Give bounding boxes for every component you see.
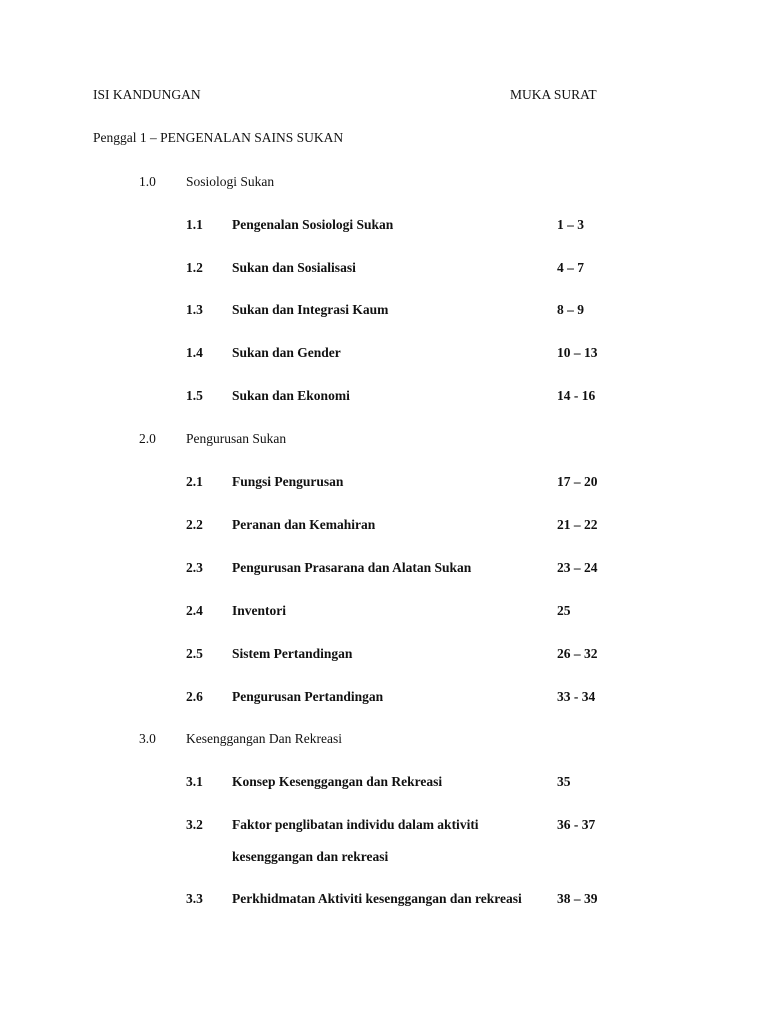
item-pages: 25	[557, 603, 571, 618]
item-title: Sukan dan Integrasi Kaum	[232, 302, 389, 317]
item-pages: 1 – 3	[557, 217, 584, 232]
section-number: 1.0	[139, 174, 156, 189]
item-number: 2.3	[186, 560, 203, 575]
item-pages: 35	[557, 774, 571, 789]
page-column-heading: MUKA SURAT	[510, 87, 597, 102]
item-title: Peranan dan Kemahiran	[232, 517, 376, 532]
section-title: Sosiologi Sukan	[186, 174, 275, 189]
item-pages: 23 – 24	[557, 560, 598, 575]
item-title: Pengurusan Pertandingan	[232, 689, 384, 704]
contents-heading: ISI KANDUNGAN	[93, 87, 201, 102]
item-title: Sukan dan Ekonomi	[232, 388, 350, 403]
item-title: Pengenalan Sosiologi Sukan	[232, 217, 394, 232]
section-number: 2.0	[139, 431, 156, 446]
item-pages: 14 - 16	[557, 388, 596, 403]
item-title: Pengurusan Prasarana dan Alatan Sukan	[232, 560, 472, 575]
section-number: 3.0	[139, 731, 156, 746]
item-title: Sukan dan Sosialisasi	[232, 260, 356, 275]
item-number: 3.3	[186, 891, 203, 906]
item-pages: 8 – 9	[557, 302, 584, 317]
item-pages: 38 – 39	[557, 891, 598, 906]
item-number: 3.2	[186, 817, 203, 832]
item-title: Konsep Kesenggangan dan Rekreasi	[232, 774, 443, 789]
part-title: Penggal 1 – PENGENALAN SAINS SUKAN	[93, 130, 344, 145]
item-title: Inventori	[232, 603, 286, 618]
item-pages: 36 - 37	[557, 817, 596, 832]
item-pages: 21 – 22	[557, 517, 598, 532]
item-number: 1.4	[186, 345, 203, 360]
item-number: 1.2	[186, 260, 203, 275]
item-title-continuation: kesenggangan dan rekreasi	[232, 849, 389, 864]
item-title: Perkhidmatan Aktiviti kesenggangan dan rekreasi	[232, 891, 522, 906]
item-title: Sukan dan Gender	[232, 345, 341, 360]
item-number: 3.1	[186, 774, 203, 789]
section-title: Pengurusan Sukan	[186, 431, 287, 446]
item-number: 2.6	[186, 689, 203, 704]
item-number: 2.2	[186, 517, 203, 532]
item-number: 1.3	[186, 302, 203, 317]
item-number: 2.4	[186, 603, 203, 618]
item-pages: 26 – 32	[557, 646, 598, 661]
item-number: 2.1	[186, 474, 203, 489]
item-number: 1.1	[186, 217, 203, 232]
item-number: 2.5	[186, 646, 203, 661]
item-pages: 4 – 7	[557, 260, 584, 275]
item-number: 1.5	[186, 388, 203, 403]
item-title: Sistem Pertandingan	[232, 646, 353, 661]
item-title: Fungsi Pengurusan	[232, 474, 344, 489]
section-title: Kesenggangan Dan Rekreasi	[186, 731, 342, 746]
item-pages: 10 – 13	[557, 345, 598, 360]
item-pages: 17 – 20	[557, 474, 598, 489]
item-pages: 33 - 34	[557, 689, 596, 704]
item-title: Faktor penglibatan individu dalam aktiviti	[232, 817, 479, 832]
